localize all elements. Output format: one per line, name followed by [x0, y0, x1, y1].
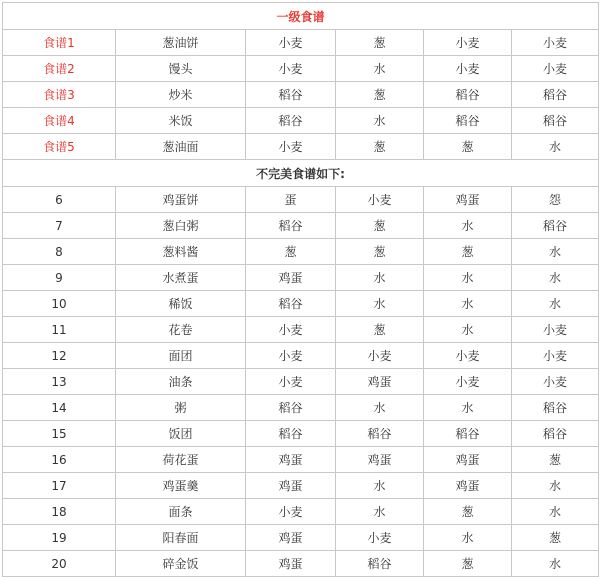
dish-name: 葱白粥 [116, 213, 246, 239]
ingredient-cell: 小麦 [424, 343, 512, 369]
dish-name: 鸡蛋饼 [116, 187, 246, 213]
section-title-first-level: 一级食谱 [3, 3, 599, 30]
ingredient-cell: 稻谷 [512, 108, 599, 134]
ingredient-cell: 蛋 [246, 187, 336, 213]
ingredient-cell: 鸡蛋 [246, 473, 336, 499]
recipe-number: 食谱2 [3, 56, 116, 82]
ingredient-cell: 水 [336, 395, 424, 421]
ingredient-cell: 怨 [512, 187, 599, 213]
ingredient-cell: 水 [424, 317, 512, 343]
recipe-number: 7 [3, 213, 116, 239]
table-row [3, 82, 599, 108]
ingredient-cell: 鸡蛋 [424, 447, 512, 473]
ingredient-cell: 水 [424, 213, 512, 239]
dish-name: 葱料酱 [116, 239, 246, 265]
ingredient-cell: 稻谷 [246, 421, 336, 447]
ingredient-cell: 稻谷 [512, 395, 599, 421]
ingredient-cell: 鸡蛋 [336, 447, 424, 473]
ingredient-cell: 葱 [512, 447, 599, 473]
table-row [3, 343, 599, 369]
ingredient-cell: 葱 [336, 317, 424, 343]
ingredient-cell: 葱 [512, 525, 599, 551]
dish-name: 面团 [116, 343, 246, 369]
dish-name: 荷花蛋 [116, 447, 246, 473]
table-row [3, 213, 599, 239]
ingredient-cell: 稻谷 [246, 108, 336, 134]
section-header-row [3, 3, 599, 30]
recipe-number: 12 [3, 343, 116, 369]
ingredient-cell: 葱 [336, 134, 424, 160]
table-row [3, 291, 599, 317]
table-row [3, 30, 599, 56]
ingredient-cell: 小麦 [512, 30, 599, 56]
ingredient-cell: 水 [336, 56, 424, 82]
table-row [3, 525, 599, 551]
dish-name: 花卷 [116, 317, 246, 343]
ingredient-cell: 水 [512, 265, 599, 291]
recipe-number: 9 [3, 265, 116, 291]
table-row [3, 473, 599, 499]
ingredient-cell: 葱 [246, 239, 336, 265]
ingredient-cell: 稻谷 [246, 395, 336, 421]
ingredient-cell: 小麦 [424, 56, 512, 82]
ingredient-cell: 葱 [336, 239, 424, 265]
dish-name: 葱油饼 [116, 30, 246, 56]
recipe-table-body [3, 3, 599, 577]
ingredient-cell: 小麦 [512, 369, 599, 395]
dish-name: 葱油面 [116, 134, 246, 160]
table-row [3, 187, 599, 213]
ingredient-cell: 水 [424, 525, 512, 551]
recipe-number: 19 [3, 525, 116, 551]
ingredient-cell: 鸡蛋 [424, 473, 512, 499]
dish-name: 稀饭 [116, 291, 246, 317]
recipe-number: 食谱3 [3, 82, 116, 108]
ingredient-cell: 小麦 [246, 30, 336, 56]
ingredient-cell: 小麦 [512, 317, 599, 343]
ingredient-cell: 水 [336, 108, 424, 134]
recipe-number: 11 [3, 317, 116, 343]
recipe-number: 18 [3, 499, 116, 525]
ingredient-cell: 稻谷 [424, 108, 512, 134]
table-row [3, 395, 599, 421]
recipe-number: 食谱1 [3, 30, 116, 56]
ingredient-cell: 水 [336, 473, 424, 499]
table-row [3, 108, 599, 134]
ingredient-cell: 葱 [336, 213, 424, 239]
dish-name: 粥 [116, 395, 246, 421]
dish-name: 阳春面 [116, 525, 246, 551]
table-row [3, 265, 599, 291]
ingredient-cell: 小麦 [424, 369, 512, 395]
ingredient-cell: 水 [512, 291, 599, 317]
table-row [3, 317, 599, 343]
ingredient-cell: 小麦 [336, 525, 424, 551]
recipe-number: 6 [3, 187, 116, 213]
ingredient-cell: 小麦 [246, 499, 336, 525]
recipe-table [2, 2, 599, 577]
table-row [3, 499, 599, 525]
section-header-row [3, 160, 599, 187]
section-title-imperfect-recipes: 不完美食谱如下: [3, 160, 599, 187]
dish-name: 饭团 [116, 421, 246, 447]
ingredient-cell: 葱 [424, 551, 512, 577]
recipe-number: 15 [3, 421, 116, 447]
ingredient-cell: 小麦 [246, 56, 336, 82]
dish-name: 馒头 [116, 56, 246, 82]
ingredient-cell: 葱 [336, 30, 424, 56]
ingredient-cell: 稻谷 [424, 82, 512, 108]
ingredient-cell: 稻谷 [246, 213, 336, 239]
ingredient-cell: 稻谷 [512, 82, 599, 108]
ingredient-cell: 葱 [424, 239, 512, 265]
recipe-number: 20 [3, 551, 116, 577]
ingredient-cell: 水 [336, 291, 424, 317]
ingredient-cell: 鸡蛋 [424, 187, 512, 213]
ingredient-cell: 水 [336, 265, 424, 291]
ingredient-cell: 葱 [424, 499, 512, 525]
recipe-number: 14 [3, 395, 116, 421]
ingredient-cell: 小麦 [246, 343, 336, 369]
ingredient-cell: 小麦 [246, 369, 336, 395]
recipe-number: 10 [3, 291, 116, 317]
dish-name: 水煮蛋 [116, 265, 246, 291]
ingredient-cell: 水 [424, 395, 512, 421]
ingredient-cell: 稻谷 [246, 291, 336, 317]
ingredient-cell: 稻谷 [512, 213, 599, 239]
ingredient-cell: 鸡蛋 [246, 265, 336, 291]
ingredient-cell: 水 [512, 134, 599, 160]
ingredient-cell: 稻谷 [336, 421, 424, 447]
dish-name: 面条 [116, 499, 246, 525]
ingredient-cell: 小麦 [512, 56, 599, 82]
ingredient-cell: 水 [512, 473, 599, 499]
recipe-number: 17 [3, 473, 116, 499]
table-row [3, 447, 599, 473]
ingredient-cell: 鸡蛋 [246, 525, 336, 551]
ingredient-cell: 小麦 [336, 187, 424, 213]
dish-name: 油条 [116, 369, 246, 395]
ingredient-cell: 水 [512, 239, 599, 265]
table-row [3, 551, 599, 577]
recipe-number: 8 [3, 239, 116, 265]
ingredient-cell: 葱 [336, 82, 424, 108]
ingredient-cell: 稻谷 [336, 551, 424, 577]
table-row [3, 369, 599, 395]
ingredient-cell: 小麦 [246, 134, 336, 160]
table-row [3, 134, 599, 160]
dish-name: 米饭 [116, 108, 246, 134]
ingredient-cell: 稻谷 [246, 82, 336, 108]
ingredient-cell: 鸡蛋 [336, 369, 424, 395]
dish-name: 炒米 [116, 82, 246, 108]
ingredient-cell: 水 [424, 265, 512, 291]
table-row [3, 56, 599, 82]
ingredient-cell: 小麦 [246, 317, 336, 343]
ingredient-cell: 葱 [424, 134, 512, 160]
ingredient-cell: 稻谷 [424, 421, 512, 447]
recipe-number: 13 [3, 369, 116, 395]
ingredient-cell: 鸡蛋 [246, 551, 336, 577]
recipe-number: 食谱5 [3, 134, 116, 160]
ingredient-cell: 水 [424, 291, 512, 317]
ingredient-cell: 小麦 [512, 343, 599, 369]
ingredient-cell: 水 [336, 499, 424, 525]
table-row [3, 421, 599, 447]
recipe-number: 16 [3, 447, 116, 473]
ingredient-cell: 水 [512, 499, 599, 525]
dish-name: 鸡蛋羹 [116, 473, 246, 499]
ingredient-cell: 水 [512, 551, 599, 577]
ingredient-cell: 鸡蛋 [246, 447, 336, 473]
ingredient-cell: 稻谷 [512, 421, 599, 447]
dish-name: 碎金饭 [116, 551, 246, 577]
recipe-number: 食谱4 [3, 108, 116, 134]
table-row [3, 239, 599, 265]
ingredient-cell: 小麦 [424, 30, 512, 56]
ingredient-cell: 小麦 [336, 343, 424, 369]
